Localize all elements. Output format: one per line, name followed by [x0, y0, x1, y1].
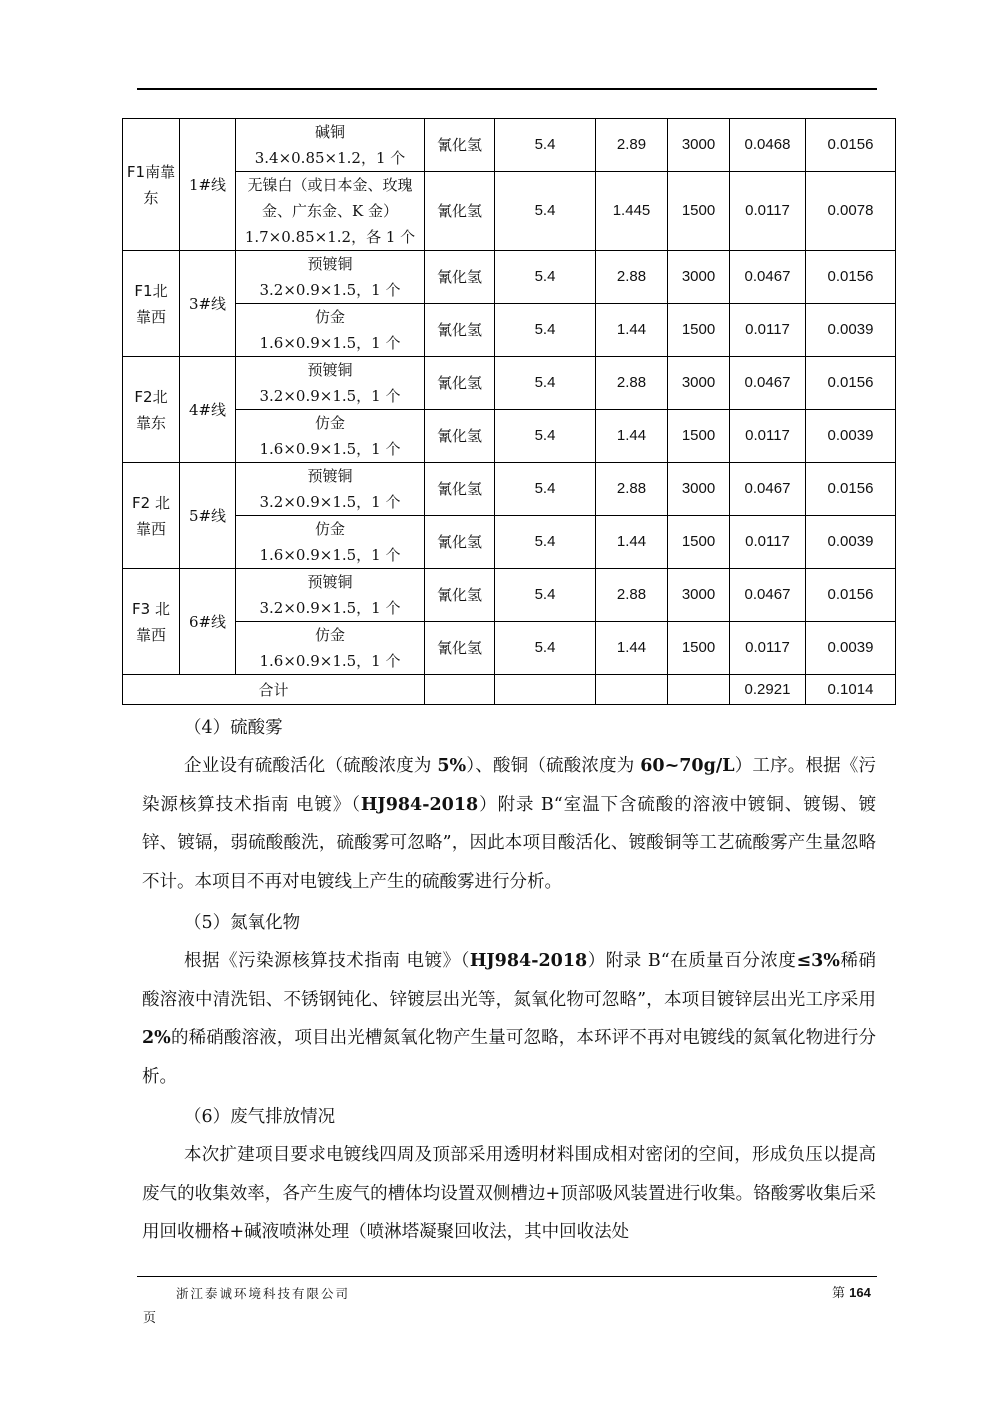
value-cell: 2.88	[596, 463, 668, 516]
value-cell: 1500	[668, 516, 730, 569]
value-cell: 1.44	[596, 516, 668, 569]
value-cell: 0.0039	[806, 516, 896, 569]
pollutant-cell: 氰化氢	[425, 569, 495, 622]
value-cell: 1.44	[596, 410, 668, 463]
pollutant-cell: 氰化氢	[425, 516, 495, 569]
plating-cell: 预镀铜 3.2×0.9×1.5，1 个	[236, 251, 425, 304]
value-cell: 0.0117	[730, 304, 806, 357]
paragraph-nox: 根据《污染源核算技术指南 电镀》（HJ984-2018）附录 B“在质量百分浓度≤3%稀硝酸溶液中清洗铝、不锈钢钝化、锌镀层出光等，氮氧化物可忽略”，本项目镀锌层出光工序采用 2%的稀硝酸溶液，项目出光槽氮氧化物产生量可忽略，本环评不再对电镀线的氮氧化物进行分析。	[142, 951, 877, 1087]
table-row	[123, 622, 896, 675]
value-cell: 5.4	[495, 304, 596, 357]
value-cell: 5.4	[495, 172, 596, 251]
table-row	[123, 172, 896, 251]
empty-cell	[425, 675, 495, 705]
value-cell: 0.0156	[806, 569, 896, 622]
area-cell: F2北靠东	[123, 357, 180, 463]
area-cell: F1南靠东	[123, 119, 180, 251]
paragraph-exhaust: 本次扩建项目要求电镀线四周及顶部采用透明材料围成相对密闭的空间，形成负压以提高废气的收集效率，各产生废气的槽体均设置双侧槽边+顶部吸风装置进行收集。铬酸雾收集后采用回收栅格+碱液喷淋处理（喷淋塔凝聚回收法，其中回收法处	[142, 1145, 876, 1242]
plating-cell: 预镀铜 3.2×0.9×1.5，1 个	[236, 569, 425, 622]
value-cell: 0.0156	[806, 119, 896, 172]
value-cell: 1500	[668, 304, 730, 357]
footer-rule	[137, 1276, 877, 1277]
value-cell: 0.0156	[806, 251, 896, 304]
total-label: 合计	[123, 675, 425, 705]
value-cell: 0.0156	[806, 357, 896, 410]
value-cell: 0.0117	[730, 172, 806, 251]
total-row	[123, 675, 896, 705]
value-cell: 2.88	[596, 569, 668, 622]
value-cell: 0.0039	[806, 622, 896, 675]
header-rule	[137, 88, 877, 90]
value-cell: 1.445	[596, 172, 668, 251]
pollutant-cell: 氰化氢	[425, 119, 495, 172]
line-cell: 3#线	[180, 251, 236, 357]
table-row	[123, 569, 896, 622]
value-cell: 1500	[668, 172, 730, 251]
table-row	[123, 410, 896, 463]
value-cell: 3000	[668, 569, 730, 622]
footer-page-suffix: 页	[143, 1311, 157, 1326]
value-cell: 2.88	[596, 251, 668, 304]
area-cell: F1北靠西	[123, 251, 180, 357]
value-cell: 0.0117	[730, 516, 806, 569]
table-row	[123, 463, 896, 516]
value-cell: 0.0117	[730, 622, 806, 675]
value-cell: 1500	[668, 622, 730, 675]
value-cell: 5.4	[495, 622, 596, 675]
value-cell: 1500	[668, 410, 730, 463]
line-cell: 5#线	[180, 463, 236, 569]
value-cell: 3000	[668, 251, 730, 304]
empty-cell	[596, 675, 668, 705]
section-title-exhaust: （6）废气排放情况	[184, 1107, 336, 1127]
plating-cell: 仿金 1.6×0.9×1.5，1 个	[236, 410, 425, 463]
pollutant-cell: 氰化氢	[425, 410, 495, 463]
value-cell: 0.0156	[806, 463, 896, 516]
plating-cell: 仿金 1.6×0.9×1.5，1 个	[236, 516, 425, 569]
plating-cell: 预镀铜 3.2×0.9×1.5，1 个	[236, 463, 425, 516]
line-cell: 1#线	[180, 119, 236, 251]
table-row	[123, 251, 896, 304]
value-cell: 2.89	[596, 119, 668, 172]
total-value: 0.1014	[806, 675, 896, 705]
plating-cell: 预镀铜 3.2×0.9×1.5，1 个	[236, 357, 425, 410]
pollutant-cell: 氰化氢	[425, 251, 495, 304]
value-cell: 1.44	[596, 304, 668, 357]
empty-cell	[668, 675, 730, 705]
value-cell: 0.0039	[806, 410, 896, 463]
table-row	[123, 119, 896, 172]
value-cell: 5.4	[495, 569, 596, 622]
pollutant-cell: 氰化氢	[425, 622, 495, 675]
section-title-nox: （5）氮氧化物	[184, 913, 301, 933]
line-cell: 4#线	[180, 357, 236, 463]
plating-cell: 仿金 1.6×0.9×1.5，1 个	[236, 304, 425, 357]
plating-cell: 无镍白（或日本金、玫瑰金、广东金、K 金） 1.7×0.85×1.2，各 1 个	[236, 172, 425, 251]
table-row	[123, 357, 896, 410]
value-cell: 0.0078	[806, 172, 896, 251]
footer-page-number: 第 164	[832, 1285, 871, 1301]
paragraph-sulfuric-mist: 企业设有硫酸活化（硫酸浓度为 5%）、酸铜（硫酸浓度为 60~70g/L）工序。根据《污染源核算技术指南 电镀》（HJ984-2018）附录 B“室温下含硫酸的溶液中镀铜、镀锡、镀锌、镀镉，弱硫酸酸洗，硫酸雾可忽略”，因此本项目酸活化、镀酸铜等工艺硫酸雾产生量忽略不计。本项目不再对电镀线上产生的硫酸雾进行分析。	[142, 756, 877, 892]
value-cell: 1.44	[596, 622, 668, 675]
value-cell: 0.0468	[730, 119, 806, 172]
footer-company: 浙江泰诚环境科技有限公司	[176, 1286, 351, 1301]
value-cell: 5.4	[495, 463, 596, 516]
pollutant-cell: 氰化氢	[425, 463, 495, 516]
pollutant-cell: 氰化氢	[425, 172, 495, 251]
value-cell: 0.0467	[730, 463, 806, 516]
value-cell: 5.4	[495, 119, 596, 172]
empty-cell	[495, 675, 596, 705]
table-row	[123, 516, 896, 569]
value-cell: 0.0467	[730, 251, 806, 304]
value-cell: 3000	[668, 463, 730, 516]
value-cell: 5.4	[495, 251, 596, 304]
pollutant-cell: 氰化氢	[425, 304, 495, 357]
value-cell: 0.0467	[730, 357, 806, 410]
area-cell: F3 北靠西	[123, 569, 180, 675]
area-cell: F2 北靠西	[123, 463, 180, 569]
value-cell: 0.0467	[730, 569, 806, 622]
line-cell: 6#线	[180, 569, 236, 675]
plating-cell: 碱铜 3.4×0.85×1.2，1 个	[236, 119, 425, 172]
value-cell: 0.0039	[806, 304, 896, 357]
value-cell: 3000	[668, 357, 730, 410]
table-row	[123, 304, 896, 357]
value-cell: 3000	[668, 119, 730, 172]
emission-table	[122, 118, 896, 705]
section-title-sulfuric-mist: （4）硫酸雾	[184, 718, 283, 738]
value-cell: 2.88	[596, 357, 668, 410]
pollutant-cell: 氰化氢	[425, 357, 495, 410]
total-value: 0.2921	[730, 675, 806, 705]
plating-cell: 仿金 1.6×0.9×1.5，1 个	[236, 622, 425, 675]
value-cell: 5.4	[495, 357, 596, 410]
value-cell: 5.4	[495, 410, 596, 463]
value-cell: 0.0117	[730, 410, 806, 463]
value-cell: 5.4	[495, 516, 596, 569]
